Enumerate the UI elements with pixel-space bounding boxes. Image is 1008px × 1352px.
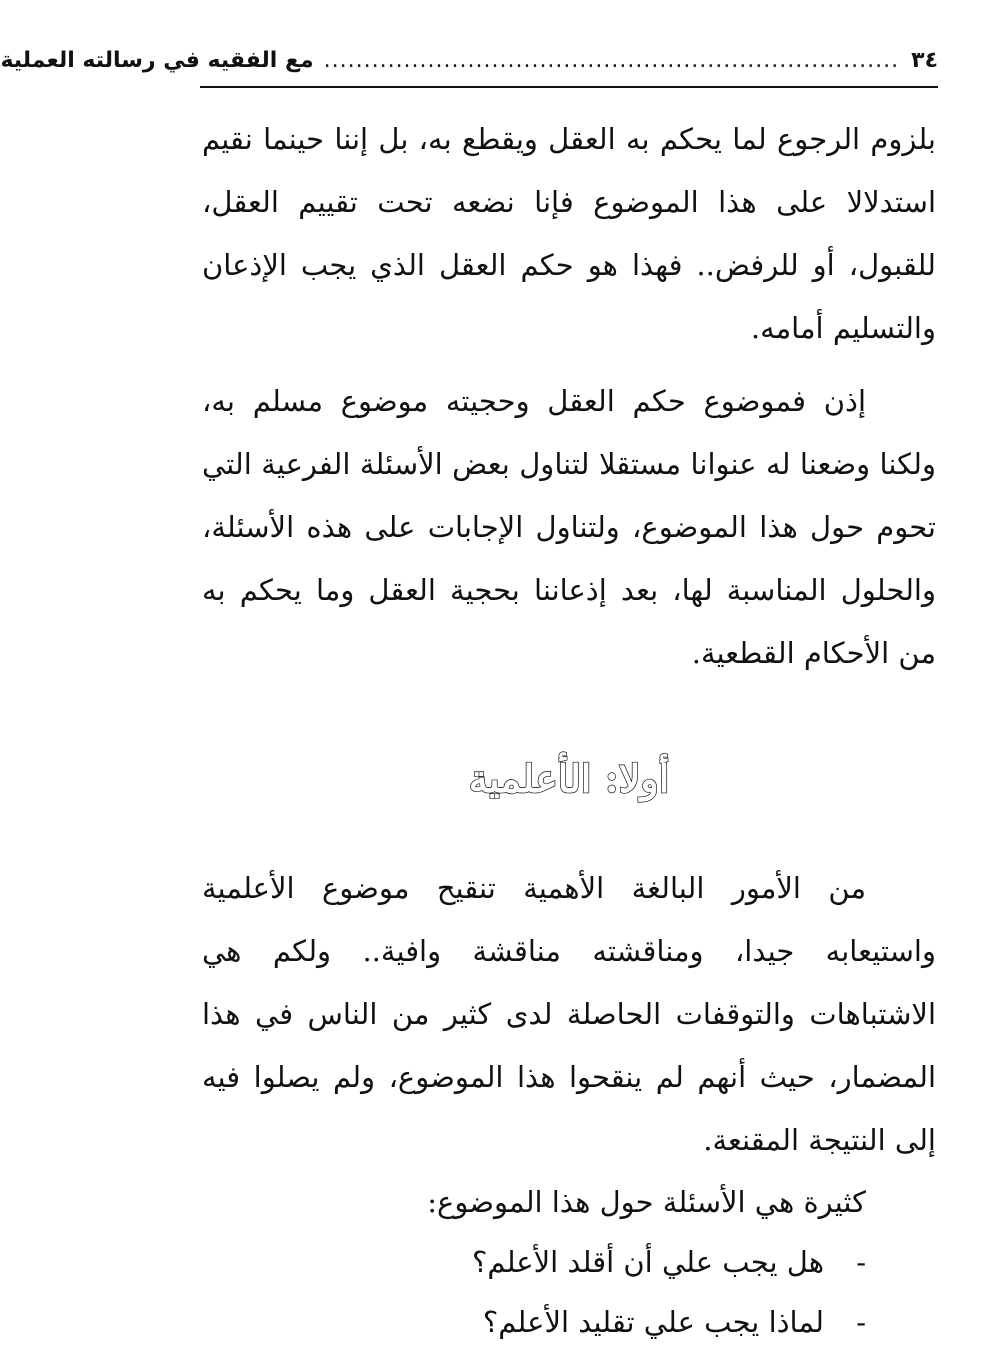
question-text: لماذا يجب علي تقليد الأعلم؟ [482,1305,824,1339]
questions-lead: كثيرة هي الأسئلة حول هذا الموضوع: [427,1185,866,1219]
section-heading: أولا: الأعلمية [468,756,670,801]
list-dash: - [856,1245,866,1279]
page-header [0,40,938,80]
list-dash: - [856,1305,866,1339]
question-text: هل يجب علي أن أقلد الأعلم؟ [472,1245,824,1279]
paragraph-reason-authority: إذن فموضوع حكم العقل وحجيته موضوع مسلم به، ولكنا وضعنا له عنوانا مستقلا لتناول بعض الأسئلة الفرعية التي تحوم حول هذا الموضوع، ولتناول الإجابات على هذه الأسئلة، والحلول المناسبة لها، بعد إذعاننا بحجية العقل وما يحكم به من الأحكام القطعية. [202,384,936,670]
running-title: مع الفقيه في رسالته العملية [0,47,314,73]
page-body [202,108,936,1352]
header-rule [200,86,938,88]
header-leader-dots: ........................................................................ [323,47,900,73]
paragraph-section-intro: من الأمور البالغة الأهمية تنقيح موضوع الأعلمية واستيعابه جيدا، ومناقشته مناقشة وافية.. ولكم هي الاشتباهات والتوقفات الحاصلة لدى كثير من الناس في هذا المضمار، حيث أنهم لم ينقحوا هذا الموضوع، ولم يصلوا فيه إلى النتيجة المقنعة. [202,871,936,1157]
paragraph-continuation: بلزوم الرجوع لما يحكم به العقل ويقطع به، بل إننا حينما نقيم استدلالا على هذا الموضوع فإنا نضعه تحت تقييم العقل، للقبول، أو للرفض.. فهذا هو حكم العقل الذي يجب الإذعان والتسليم أمامه. [202,122,936,345]
page-number: ٣٤ [911,47,938,73]
list-item [202,1232,936,1292]
list-item [202,1292,936,1352]
questions-list [202,1172,936,1352]
section-heading-wrap [202,731,936,827]
